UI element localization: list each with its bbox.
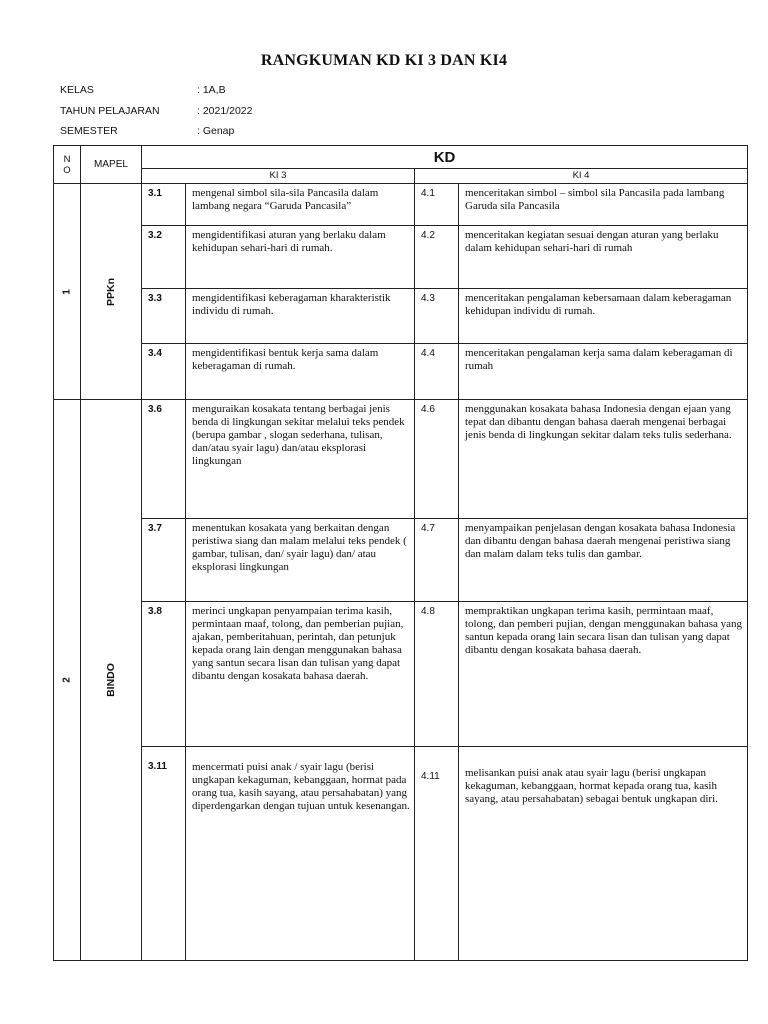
kd3-code: 3.4: [142, 344, 186, 400]
header-no-line: O: [63, 164, 71, 176]
table-row: [54, 289, 748, 344]
kd4-text: menceritakan pengalaman kerja sama dalam keberagaman di rumah: [459, 344, 748, 400]
kd3-code: 3.7: [142, 519, 186, 602]
page-title: RANGKUMAN KD KI 3 DAN KI4: [260, 52, 508, 69]
kd3-text: mengenal simbol sila-sila Pancasila dalam lambang negara “Garuda Pancasila”: [186, 184, 415, 226]
kd3-code: 3.3: [142, 289, 186, 344]
kd3-text: mengidentifikasi keberagaman kharakteristik individu di rumah.: [186, 289, 415, 344]
kd3-code: 3.1: [142, 184, 186, 226]
row-number: 1: [61, 288, 73, 295]
kd4-text: mempraktikan ungkapan terima kasih, permintaan maaf, tolong, dan pemberi pujian, dengan menggunakan bahasa yang santun kepada orang lain secara lisan dan tulisan yang dapat dibantu dengan kosakata bahasa daerah.: [459, 602, 748, 747]
header-no-line: N: [63, 153, 71, 165]
kd3-text: menentukan kosakata yang berkaitan dengan peristiwa siang dan malam melalui teks pendek ( gambar, tulisan, dan/ syair lagu) dan/ atau eksplorasi lingkungan: [186, 519, 415, 602]
meta-value: : Genap: [197, 125, 235, 137]
header-ki4: KI 4: [415, 169, 748, 184]
kd3-text: mengidentifikasi bentuk kerja sama dalam keberagaman di rumah.: [186, 344, 415, 400]
kd4-text: menggunakan kosakata bahasa Indonesia dengan ejaan yang tepat dan dibantu dengan bahasa daerah mengenai berbagai jenis benda di lingkungan sekitar dalam teks tulis sederhana.: [459, 400, 748, 519]
kd4-code: 4.7: [415, 519, 459, 602]
table-row: [54, 519, 748, 602]
table-header-row: [54, 146, 748, 169]
meta-value: : 2021/2022: [197, 105, 253, 117]
kd3-code: 3.11: [142, 747, 186, 961]
row-number-cell: [54, 400, 81, 961]
kd4-code: 4.11: [415, 747, 459, 961]
table-subheader-row: [54, 169, 748, 184]
kd4-text: menceritakan pengalaman kebersamaan dalam keberagaman kehidupan individu di rumah.: [459, 289, 748, 344]
kd3-code: 3.8: [142, 602, 186, 747]
table-row: [54, 400, 748, 519]
kd3-text: mencermati puisi anak / syair lagu (berisi ungkapan kekaguman, kebanggaan, hormat pada orang tua, kasih sayang, atau persahabatan) yang diperdengarkan dengan tujuan untuk kesenangan.: [186, 747, 415, 961]
kd3-text: mengidentifikasi aturan yang berlaku dalam kehidupan sehari-hari di rumah.: [186, 226, 415, 289]
kd4-code: 4.1: [415, 184, 459, 226]
kd-table: [53, 145, 748, 961]
kd4-text: melisankan puisi anak atau syair lagu (berisi ungkapan kekaguman, kebanggaan, hormat kepada orang tua, kasih sayang, atau persahabatan) sebagai bentuk ungkapan diri.: [459, 747, 748, 961]
kd3-code: 3.2: [142, 226, 186, 289]
row-number-cell: [54, 184, 81, 400]
mapel-cell: [81, 400, 142, 961]
meta-label: SEMESTER: [60, 125, 118, 137]
kd4-code: 4.3: [415, 289, 459, 344]
kd4-code: 4.2: [415, 226, 459, 289]
kd4-code: 4.4: [415, 344, 459, 400]
table-row: [54, 602, 748, 747]
kd4-code: 4.8: [415, 602, 459, 747]
mapel-name: BINDO: [105, 663, 117, 697]
kd4-text: menceritakan simbol – simbol sila Pancasila pada lambang Garuda sila Pancasila: [459, 184, 748, 226]
header-ki3: KI 3: [142, 169, 415, 184]
kd3-text: menguraikan kosakata tentang berbagai jenis benda di lingkungan sekitar melalui teks pendek (berupa gambar , slogan sederhana, tulisan, dan/atau syair lagu) dan/atau eksplorasi lingkungan: [186, 400, 415, 519]
table-row: [54, 184, 748, 226]
mapel-name: PPKn: [105, 277, 117, 306]
meta-value: : 1A,B: [197, 84, 226, 96]
meta-label: TAHUN PELAJARAN: [60, 105, 160, 117]
header-no: [54, 146, 81, 184]
table-row: [54, 747, 748, 961]
row-number: 2: [61, 677, 73, 683]
meta-label: KELAS: [60, 84, 94, 96]
kd4-text: menyampaikan penjelasan dengan kosakata bahasa Indonesia dan dibantu dengan bahasa daerah mengenai peristiwa siang dan malam dalam teks tulis dan gambar.: [459, 519, 748, 602]
kd4-text: menceritakan kegiatan sesuai dengan aturan yang berlaku dalam kehidupan sehari-hari di rumah: [459, 226, 748, 289]
kd3-code: 3.6: [142, 400, 186, 519]
table-row: [54, 344, 748, 400]
header-kd: KD: [142, 146, 748, 169]
mapel-cell: [81, 184, 142, 400]
header-mapel: MAPEL: [81, 146, 142, 184]
kd3-text: merinci ungkapan penyampaian terima kasih, permintaan maaf, tolong, dan pemberian pujian, ajakan, pemberitahuan, perintah, dan petunjuk kepada orang lain dengan menggunakan bahasa yang santun secara lisan dan tulisan yang dapat dibantu dengan kosakata bahasa daerah.: [186, 602, 415, 747]
table-row: [54, 226, 748, 289]
kd4-code: 4.6: [415, 400, 459, 519]
